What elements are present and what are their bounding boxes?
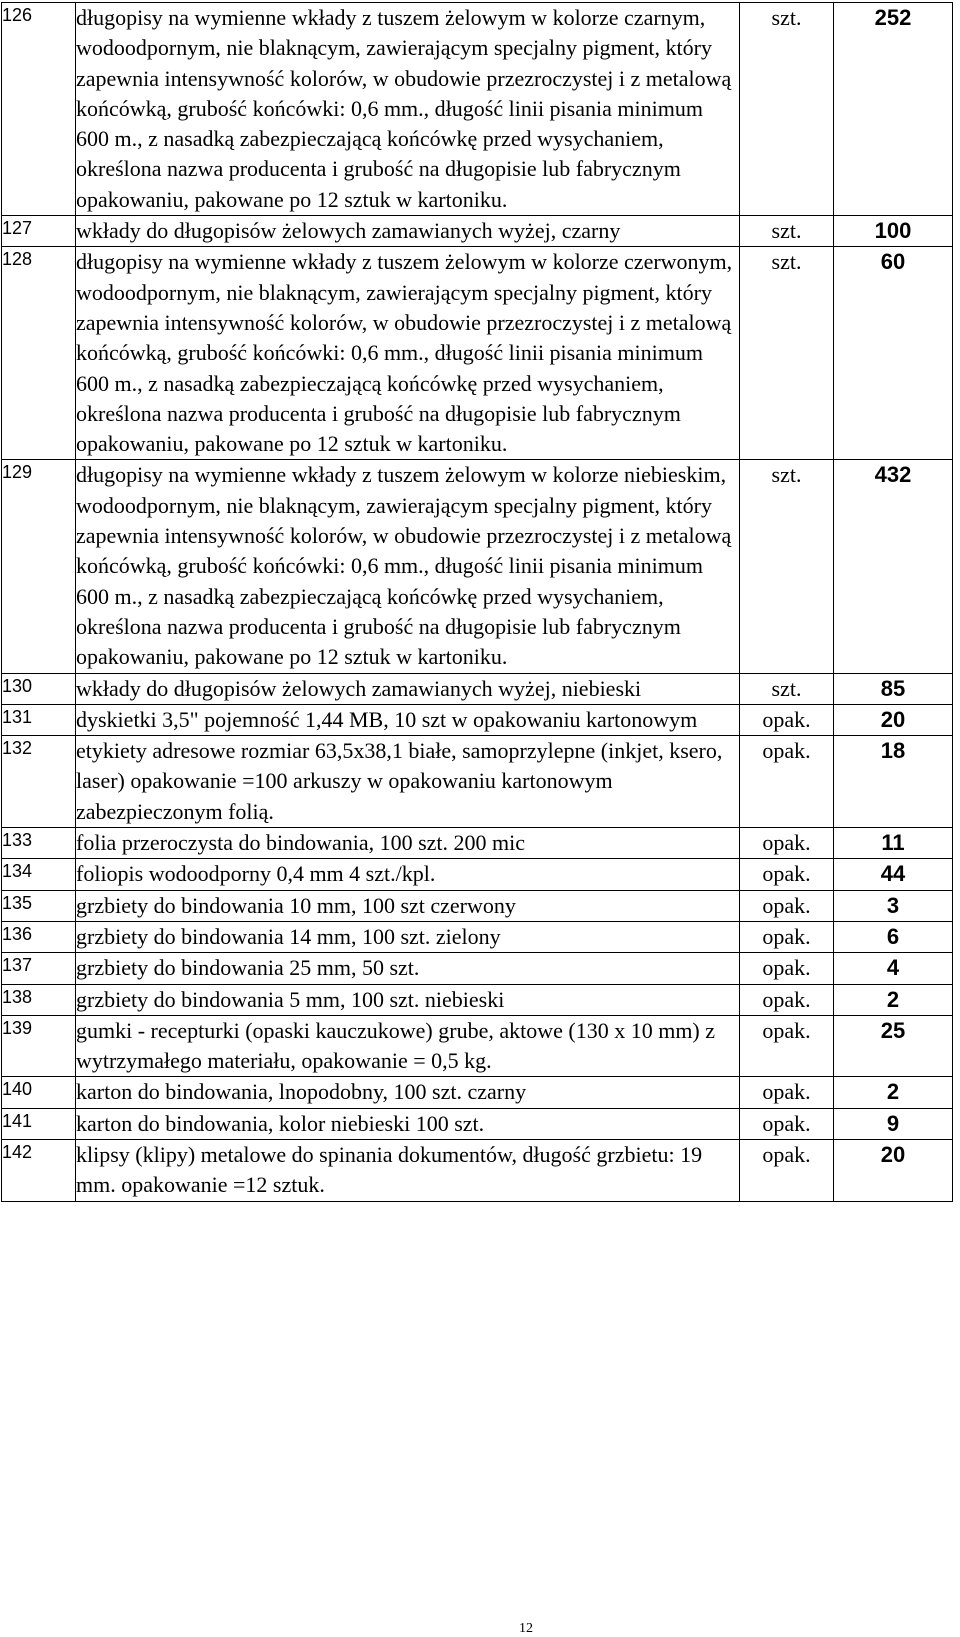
- row-description: klipsy (klipy) metalowe do spinania dokumentów, długość grzbietu: 19 mm. opakowanie =12 sztuk.: [76, 1139, 740, 1201]
- row-number: 142: [2, 1139, 76, 1201]
- row-quantity: 4: [834, 953, 953, 984]
- row-number: 139: [2, 1015, 76, 1077]
- table-row: [2, 216, 953, 247]
- row-number: 128: [2, 247, 76, 460]
- row-quantity: 432: [834, 460, 953, 673]
- row-unit: opak.: [740, 736, 834, 828]
- row-unit: opak.: [740, 953, 834, 984]
- row-unit: opak.: [740, 859, 834, 890]
- row-unit: szt.: [740, 673, 834, 704]
- row-quantity: 20: [834, 704, 953, 735]
- row-number: 136: [2, 921, 76, 952]
- row-quantity: 20: [834, 1139, 953, 1201]
- row-description: folia przeroczysta do bindowania, 100 szt. 200 mic: [76, 828, 740, 859]
- row-number: 134: [2, 859, 76, 890]
- row-description: grzbiety do bindowania 25 mm, 50 szt.: [76, 953, 740, 984]
- row-description: karton do bindowania, kolor niebieski 100 szt.: [76, 1108, 740, 1139]
- page-number: 12: [519, 1621, 533, 1636]
- table-row: [2, 828, 953, 859]
- row-number: 127: [2, 216, 76, 247]
- row-description: wkłady do długopisów żelowych zamawianych wyżej, czarny: [76, 216, 740, 247]
- row-description: wkłady do długopisów żelowych zamawianych wyżej, niebieski: [76, 673, 740, 704]
- row-description: długopisy na wymienne wkłady z tuszem żelowym w kolorze czarnym, wodoodpornym, nie blaknącym, zawierającym specjalny pigment, który zapewnia intensywność kolorów, w obudowie przezroczystej i z metalową końcówką, grubość końcówki: 0,6 mm., długość linii pisania minimum 600 m., z nasadką zabezpieczającą końcówkę przed wysychaniem, określona nazwa producenta i grubość na długopisie lub fabrycznym opakowaniu, pakowane po 12 sztuk w kartoniku.: [76, 3, 740, 216]
- row-description: dyskietki 3,5" pojemność 1,44 MB, 10 szt w opakowaniu kartonowym: [76, 704, 740, 735]
- row-description: grzbiety do bindowania 14 mm, 100 szt. zielony: [76, 921, 740, 952]
- row-unit: opak.: [740, 890, 834, 921]
- row-number: 135: [2, 890, 76, 921]
- row-unit: szt.: [740, 247, 834, 460]
- row-description: grzbiety do bindowania 5 mm, 100 szt. niebieski: [76, 984, 740, 1015]
- row-description: grzbiety do bindowania 10 mm, 100 szt czerwony: [76, 890, 740, 921]
- row-unit: opak.: [740, 1139, 834, 1201]
- row-quantity: 6: [834, 921, 953, 952]
- row-quantity: 9: [834, 1108, 953, 1139]
- row-number: 126: [2, 3, 76, 216]
- row-quantity: 2: [834, 1077, 953, 1108]
- table-row: [2, 460, 953, 673]
- row-number: 132: [2, 736, 76, 828]
- row-description: gumki - recepturki (opaski kauczukowe) grube, aktowe (130 x 10 mm) z wytrzymałego materiału, opakowanie = 0,5 kg.: [76, 1015, 740, 1077]
- row-quantity: 2: [834, 984, 953, 1015]
- row-number: 131: [2, 704, 76, 735]
- row-number: 130: [2, 673, 76, 704]
- row-unit: szt.: [740, 216, 834, 247]
- table-row: [2, 1108, 953, 1139]
- row-description: długopisy na wymienne wkłady z tuszem żelowym w kolorze czerwonym, wodoodpornym, nie blaknącym, zawierającym specjalny pigment, który zapewnia intensywność kolorów, w obudowie przezroczystej i z metalową końcówką, grubość końcówki: 0,6 mm., długość linii pisania minimum 600 m., z nasadką zabezpieczającą końcówkę przed wysychaniem, określona nazwa producenta i grubość na długopisie lub fabrycznym opakowaniu, pakowane po 12 sztuk w kartoniku.: [76, 247, 740, 460]
- row-quantity: 60: [834, 247, 953, 460]
- table-row: [2, 1077, 953, 1108]
- row-unit: opak.: [740, 1077, 834, 1108]
- row-unit: opak.: [740, 984, 834, 1015]
- row-quantity: 252: [834, 3, 953, 216]
- row-description: karton do bindowania, lnopodobny, 100 szt. czarny: [76, 1077, 740, 1108]
- row-quantity: 3: [834, 890, 953, 921]
- row-quantity: 18: [834, 736, 953, 828]
- row-unit: szt.: [740, 3, 834, 216]
- row-unit: opak.: [740, 1108, 834, 1139]
- table-row: [2, 1015, 953, 1077]
- table-row: [2, 953, 953, 984]
- table-row: [2, 1139, 953, 1201]
- table-row: [2, 247, 953, 460]
- table-row: [2, 859, 953, 890]
- table-row: [2, 984, 953, 1015]
- row-description: etykiety adresowe rozmiar 63,5x38,1 białe, samoprzylepne (inkjet, ksero, laser) opakowanie =100 arkuszy w opakowaniu kartonowym zabezpieczonym folią.: [76, 736, 740, 828]
- row-number: 133: [2, 828, 76, 859]
- row-quantity: 11: [834, 828, 953, 859]
- row-quantity: 25: [834, 1015, 953, 1077]
- row-unit: szt.: [740, 460, 834, 673]
- items-table: [1, 2, 953, 1202]
- row-unit: opak.: [740, 704, 834, 735]
- row-number: 138: [2, 984, 76, 1015]
- row-description: foliopis wodoodporny 0,4 mm 4 szt./kpl.: [76, 859, 740, 890]
- row-quantity: 100: [834, 216, 953, 247]
- row-unit: opak.: [740, 1015, 834, 1077]
- row-number: 141: [2, 1108, 76, 1139]
- table-row: [2, 673, 953, 704]
- row-number: 137: [2, 953, 76, 984]
- row-unit: opak.: [740, 921, 834, 952]
- row-number: 140: [2, 1077, 76, 1108]
- table-row: [2, 921, 953, 952]
- table-row: [2, 704, 953, 735]
- row-description: długopisy na wymienne wkłady z tuszem żelowym w kolorze niebieskim, wodoodpornym, nie blaknącym, zawierającym specjalny pigment, który zapewnia intensywność kolorów, w obudowie przezroczystej i z metalową końcówką, grubość końcówki: 0,6 mm., długość linii pisania minimum 600 m., z nasadką zabezpieczającą końcówkę przed wysychaniem, określona nazwa producenta i grubość na długopisie lub fabrycznym opakowaniu, pakowane po 12 sztuk w kartoniku.: [76, 460, 740, 673]
- row-quantity: 85: [834, 673, 953, 704]
- table-row: [2, 890, 953, 921]
- row-quantity: 44: [834, 859, 953, 890]
- table-row: [2, 736, 953, 828]
- table-row: [2, 3, 953, 216]
- items-table-body: [2, 3, 953, 1202]
- row-unit: opak.: [740, 828, 834, 859]
- row-number: 129: [2, 460, 76, 673]
